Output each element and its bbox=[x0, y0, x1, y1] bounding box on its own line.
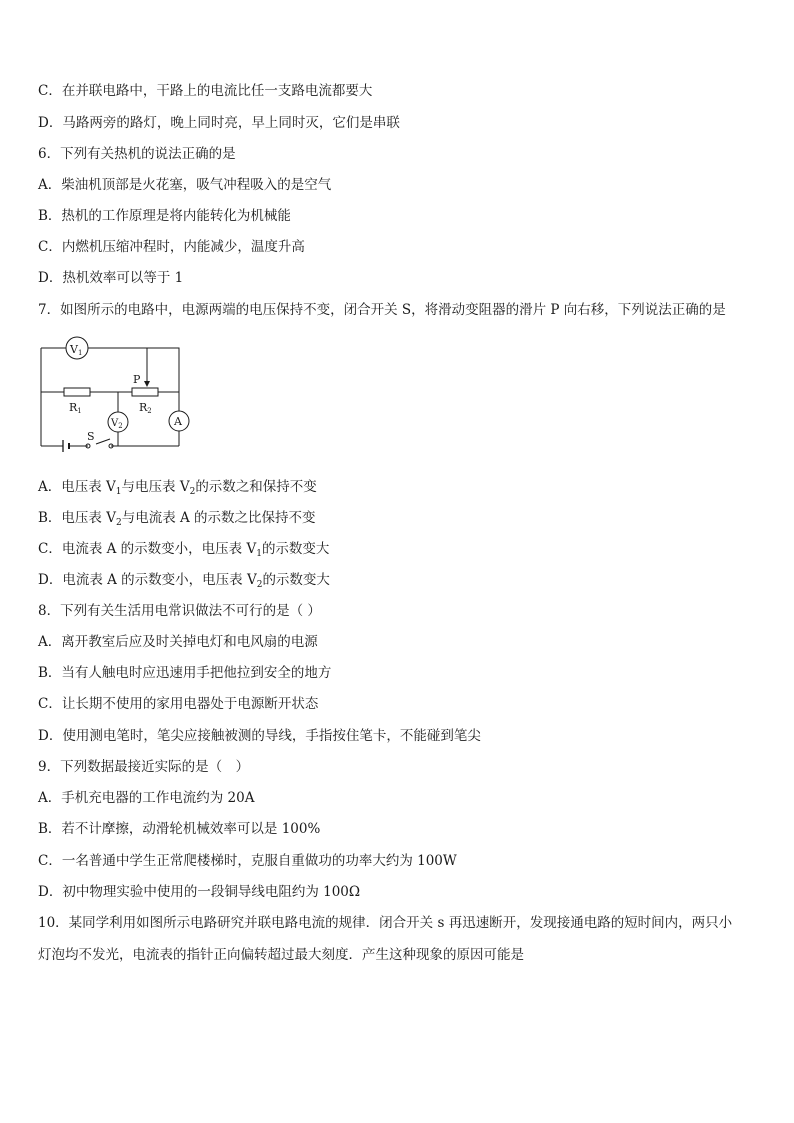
question-7: 7．如图所示的电路中，电源两端的电压保持不变，闭合开关 S，将滑动变阻器的滑片 P 向右移，下列说法正确的是 bbox=[38, 302, 726, 318]
r1-resistor bbox=[64, 388, 90, 396]
question-7-option-a: A．电压表 $V_1$与电压表 $V_2$的示数之和保持不变 bbox=[38, 479, 317, 497]
label-r1: R1 bbox=[69, 401, 82, 415]
label-p: P bbox=[133, 373, 141, 386]
question-8-option-c: C．让长期不使用的家用电器处于电源断开状态 bbox=[38, 696, 319, 712]
label-v1: V1 bbox=[70, 343, 83, 357]
question-9-option-d: D．初中物理实验中使用的一段铜导线电阻约为 100Ω bbox=[38, 884, 361, 900]
question-10: 10．某同学利用如图所示电路研究并联电路电流的规律．闭合开关 s 再迅速断开，发现接通电路的短时间内，两只小 bbox=[38, 915, 733, 931]
question-8-option-b: B．当有人触电时应迅速用手把他拉到安全的地方 bbox=[38, 665, 332, 681]
circuit-diagram bbox=[36, 336, 196, 460]
label-v2: $V_2$ bbox=[111, 418, 123, 430]
question-7-option-c: C．电流表 A 的示数变小，电压表 $V_1$的示数变大 bbox=[38, 541, 330, 559]
question-6: 6．下列有关热机的说法正确的是 bbox=[38, 146, 236, 162]
label-s: S bbox=[87, 430, 95, 443]
line-q5-option-d: D．马路两旁的路灯，晚上同时亮，早上同时灭，它们是串联 bbox=[38, 115, 400, 131]
question-9: 9．下列数据最接近实际的是（ ） bbox=[38, 759, 250, 775]
question-6-option-d: D．热机效率可以等于 1 bbox=[38, 270, 184, 286]
question-8-option-d: D．使用测电笔时，笔尖应接触被测的导线，手指按住笔卡，不能碰到笔尖 bbox=[38, 728, 481, 744]
question-10-continued: 灯泡均不发光，电流表的指针正向偏转超过最大刻度．产生这种现象的原因可能是 bbox=[38, 947, 524, 963]
r2-resistor bbox=[132, 388, 158, 396]
question-6-option-c: C．内燃机压缩冲程时，内能减少，温度升高 bbox=[38, 239, 305, 255]
question-8: 8．下列有关生活用电常识做法不可行的是（ ） bbox=[38, 603, 321, 619]
question-6-option-a: A．柴油机顶部是火花塞，吸气冲程吸入的是空气 bbox=[38, 177, 332, 193]
label-a: A bbox=[174, 415, 182, 428]
label-r2: R2 bbox=[139, 401, 152, 415]
slider-arrow-icon bbox=[144, 381, 150, 387]
question-7-option-d: D．电流表 A 的示数变小，电压表 $V_2$的示数变大 bbox=[38, 572, 330, 590]
question-9-option-a: A．手机充电器的工作电流约为 20A bbox=[38, 790, 255, 806]
question-7-option-b: B．电压表 $V_2$与电流表 A 的示数之比保持不变 bbox=[38, 510, 316, 528]
line-q5-option-c: C．在并联电路中，干路上的电流比任一支路电流都要大 bbox=[38, 83, 373, 99]
question-6-option-b: B．热机的工作原理是将内能转化为机械能 bbox=[38, 208, 291, 224]
question-9-option-b: B．若不计摩擦，动滑轮机械效率可以是 100% bbox=[38, 821, 321, 837]
question-9-option-c: C．一名普通中学生正常爬楼梯时，克服自重做功的功率大约为 100W bbox=[38, 853, 457, 869]
question-8-option-a: A．离开教室后应及时关掉电灯和电风扇的电源 bbox=[38, 634, 318, 650]
